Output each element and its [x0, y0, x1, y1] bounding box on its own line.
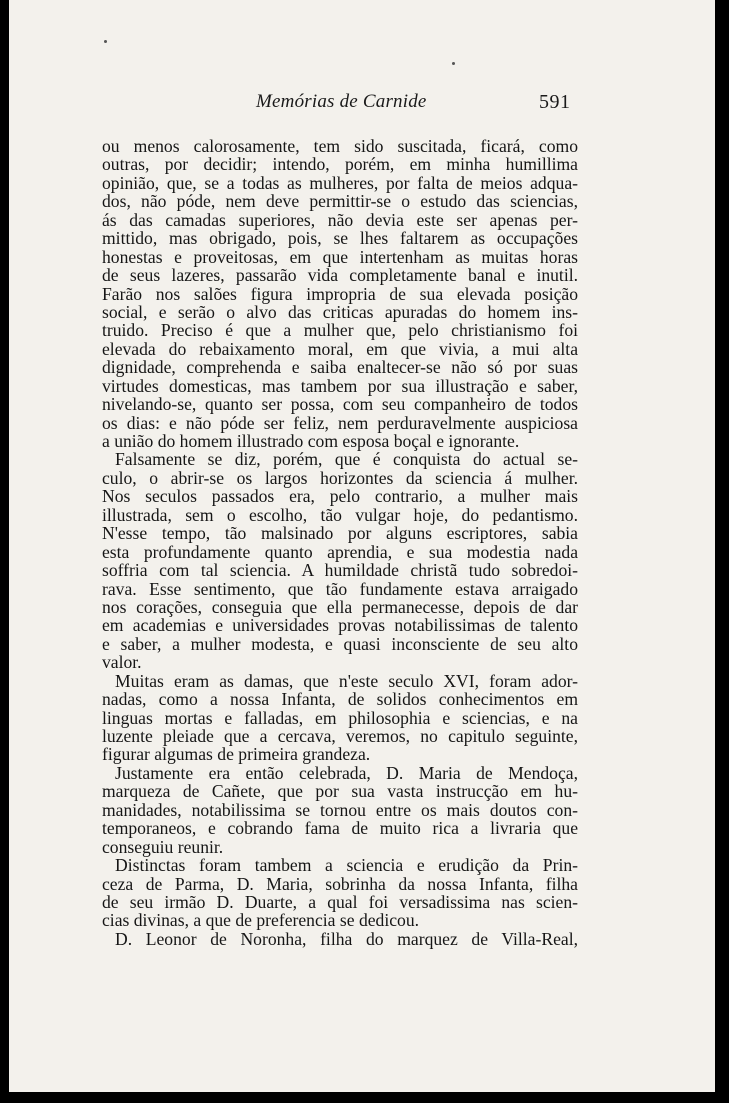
- text-line: honestas e proveitosas, em que intertenham as muitas horas: [102, 246, 578, 267]
- text-line: dignidade, comprehenda e saiba enaltecer-se não só por suas: [102, 357, 578, 378]
- page-header: [9, 91, 715, 121]
- text-line: nivelando-se, quanto ser possa, com seu companheiro de todos: [102, 394, 578, 415]
- scan-bottom-edge: [0, 1092, 729, 1103]
- book-page: [9, 0, 715, 1092]
- text-line: illustrada, sem o escolho, tão vulgar hoje, do pedantismo.: [102, 504, 578, 525]
- text-line: dos, não póde, nem deve permittir-se o estudo das sciencias,: [102, 191, 578, 212]
- text-line: ceza de Parma, D. Maria, sobrinha da nossa Infanta, filha: [102, 873, 578, 894]
- paper-speck: [104, 40, 107, 43]
- text-line: nadas, como a nossa Infanta, de solidos conhecimentos em: [102, 689, 578, 710]
- text-line: Farão nos salões figura impropria de sua elevada posição: [102, 283, 578, 304]
- page-number: 591: [539, 91, 571, 113]
- text-line: virtudes domesticas, mas tambem por sua illustração e saber,: [102, 375, 578, 396]
- text-line: linguas mortas e falladas, em philosophia e sciencias, e na: [102, 707, 578, 728]
- text-line: Falsamente se diz, porém, que é conquista do actual se-: [115, 449, 578, 470]
- text-line: conseguiu reunir.: [102, 836, 224, 857]
- text-line: marqueza de Cañete, que por sua vasta instrucção em hu-: [102, 781, 578, 802]
- text-line: rava. Esse sentimento, que tão fundamente estava arraigado: [102, 578, 578, 599]
- text-line: esta profundamente quanto aprendia, e sua modestia nada: [102, 541, 578, 562]
- paper-speck: [452, 62, 455, 65]
- text-line: mittido, mas obrigado, pois, se lhes faltarem as occupações: [102, 228, 578, 249]
- text-line: figurar algumas de primeira grandeza.: [102, 744, 371, 765]
- body-text: [102, 137, 578, 948]
- text-line: social, e serão o alvo das criticas apuradas do homem ins-: [102, 301, 578, 322]
- text-line: Nos seculos passados era, pelo contrario, a mulher mais: [102, 486, 578, 507]
- text-line: outras, por decidir; intendo, porém, em minha humillima: [102, 154, 578, 175]
- text-line: e saber, a mulher modesta, e quasi inconsciente de seu alto: [102, 633, 578, 654]
- text-line: Justamente era então celebrada, D. Maria de Mendoça,: [115, 762, 578, 783]
- text-line: soffria com tal sciencia. A humildade christã tudo sobredoi-: [102, 560, 578, 581]
- text-line: opinião, que, se a todas as mulheres, por falta de meios adqua-: [102, 172, 578, 193]
- running-title: Memórias de Carnide: [256, 91, 427, 112]
- text-line: em academias e universidades provas notabilissimas de talento: [102, 615, 578, 636]
- text-line: nos corações, conseguia que ella permanecesse, depois de dar: [102, 596, 578, 617]
- text-line: de seu irmão D. Duarte, a qual foi versadissima nas scien-: [102, 891, 578, 912]
- text-line: Muitas eram as damas, que n'este seculo XVI, foram ador-: [115, 670, 578, 691]
- text-line: manidades, notabilissima se tornou entre os mais doutos con-: [102, 799, 578, 820]
- text-line: truido. Preciso é que a mulher que, pelo christianismo foi: [102, 320, 578, 341]
- scan-right-edge: [715, 0, 729, 1103]
- text-line: Distinctas foram tambem a sciencia e erudição da Prin-: [115, 855, 578, 876]
- text-line: temporaneos, e cobrando fama de muito rica a livraria que: [102, 818, 578, 839]
- text-line: ou menos calorosamente, tem sido suscitada, ficará, como: [102, 136, 578, 156]
- text-line: culo, o abrir-se os largos horizontes da sciencia á mulher.: [102, 467, 578, 488]
- text-line: a união do homem illustrado com esposa boçal e ignorante.: [102, 431, 520, 451]
- scan-left-edge: [0, 0, 9, 1103]
- text-line: de seus lazeres, passarão vida completamente banal e inutil.: [102, 265, 578, 286]
- text-line: ás das camadas superiores, não devia este ser apenas per-: [102, 209, 578, 230]
- text-line: cias divinas, a que de preferencia se dedicou.: [102, 910, 420, 931]
- text-line: elevada do rebaixamento moral, em que vivia, a mui alta: [102, 338, 578, 359]
- text-line: valor.: [102, 652, 142, 673]
- text-line: N'esse tempo, tão malsinado por alguns escriptores, sabia: [102, 523, 578, 544]
- text-line: os dias: e não póde ser feliz, nem perduravelmente auspiciosa: [102, 412, 578, 433]
- text-line: D. Leonor de Noronha, filha do marquez de Villa-Real,: [115, 928, 578, 949]
- text-line: luzente pleiade que a cercava, veremos, no capitulo seguinte,: [102, 726, 578, 746]
